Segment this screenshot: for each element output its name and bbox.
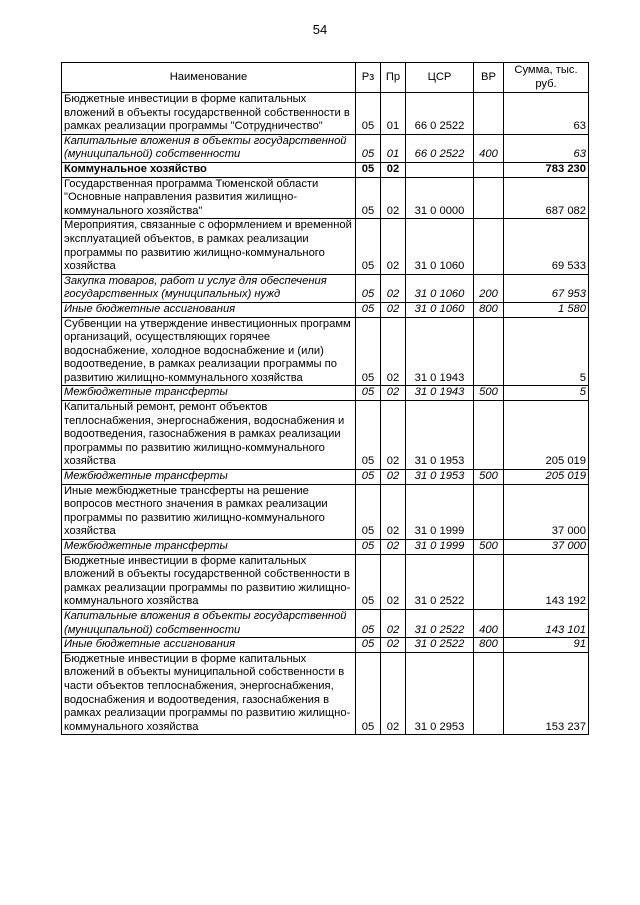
cell-vr: [474, 554, 504, 609]
cell-vr: [474, 162, 504, 177]
cell-name: Иные межбюджетные трансферты на решение вопросов местного значения в рамках реализации программы по развитию жилищно-коммунального хозяйства: [62, 484, 356, 539]
cell-name: Межбюджетные трансферты: [62, 470, 356, 485]
cell-pr: 02: [381, 484, 406, 539]
cell-sum: 1 580: [504, 302, 589, 317]
cell-csr: 31 0 1943: [406, 317, 474, 386]
table-row: [62, 554, 589, 609]
cell-pr: 02: [381, 609, 406, 637]
table-row: [62, 609, 589, 637]
cell-vr: [474, 317, 504, 386]
cell-name: Капитальный ремонт, ремонт объектов теплоснабжения, энергоснабжения, водоснабжения и водоотведения, газоснабжения в рамках реализации программы по развитию жилищно-коммунального хозяйства: [62, 401, 356, 470]
cell-vr: 500: [474, 386, 504, 401]
cell-pr: 02: [381, 219, 406, 274]
cell-csr: 31 0 2522: [406, 554, 474, 609]
cell-pr: 02: [381, 177, 406, 219]
header-name: Наименование: [62, 63, 356, 93]
cell-sum: 153 237: [504, 652, 589, 735]
cell-csr: 31 0 1060: [406, 219, 474, 274]
cell-name: Капитальные вложения в объекты государственной (муниципальной) собственности: [62, 609, 356, 637]
cell-vr: 500: [474, 540, 504, 555]
table-row: [62, 638, 589, 653]
cell-vr: 400: [474, 609, 504, 637]
cell-pr: 02: [381, 386, 406, 401]
cell-sum: 91: [504, 638, 589, 653]
cell-name: Субвенции на утверждение инвестиционных программ организаций, осуществляющих горячее водоснабжение, холодное водоснабжение и (или) водоотведение, в рамках реализации программы по развитию жилищно-коммунального хозяйства: [62, 317, 356, 386]
cell-csr: 31 0 1953: [406, 401, 474, 470]
cell-vr: [474, 219, 504, 274]
cell-pr: 02: [381, 401, 406, 470]
table-row: [62, 302, 589, 317]
table-row: [62, 219, 589, 274]
cell-sum: 37 000: [504, 484, 589, 539]
header-vr: ВР: [474, 63, 504, 93]
cell-vr: [474, 177, 504, 219]
cell-name: Иные бюджетные ассигнования: [62, 302, 356, 317]
cell-pr: 02: [381, 554, 406, 609]
cell-pr: 02: [381, 652, 406, 735]
cell-name: Мероприятия, связанные с оформлением и временной эксплуатацией объектов, в рамках реализации программы по развитию жилищно-коммунального хозяйства: [62, 219, 356, 274]
cell-pr: 01: [381, 93, 406, 135]
cell-vr: [474, 484, 504, 539]
cell-name: Государственная программа Тюменской области "Основные направления развития жилищно-коммунального хозяйства": [62, 177, 356, 219]
cell-pr: 02: [381, 302, 406, 317]
cell-pr: 02: [381, 274, 406, 302]
cell-vr: 400: [474, 134, 504, 162]
cell-rz: 05: [356, 274, 381, 302]
cell-sum: 63: [504, 93, 589, 135]
cell-rz: 05: [356, 554, 381, 609]
header-sum: Сумма, тыс. руб.: [504, 63, 589, 93]
cell-name: Бюджетные инвестиции в форме капитальных вложений в объекты государственной собственности в рамках реализации программы "Сотрудничество": [62, 93, 356, 135]
cell-vr: 200: [474, 274, 504, 302]
cell-rz: 05: [356, 317, 381, 386]
table-row: [62, 134, 589, 162]
table-row: [62, 317, 589, 386]
cell-pr: 02: [381, 162, 406, 177]
cell-rz: 05: [356, 177, 381, 219]
cell-csr: 31 0 1943: [406, 386, 474, 401]
table-row: [62, 401, 589, 470]
table-row: [62, 274, 589, 302]
cell-csr: 31 0 2953: [406, 652, 474, 735]
cell-csr: 31 0 1999: [406, 484, 474, 539]
cell-vr: 800: [474, 302, 504, 317]
cell-csr: 66 0 2522: [406, 93, 474, 135]
cell-rz: 05: [356, 401, 381, 470]
cell-sum: 205 019: [504, 470, 589, 485]
cell-rz: 05: [356, 162, 381, 177]
table-row: [62, 177, 589, 219]
cell-pr: 02: [381, 470, 406, 485]
cell-name: Закупка товаров, работ и услуг для обеспечения государственных (муниципальных) нужд: [62, 274, 356, 302]
cell-name: Коммунальное хозяйство: [62, 162, 356, 177]
cell-rz: 05: [356, 219, 381, 274]
table-row: [62, 93, 589, 135]
cell-sum: 205 019: [504, 401, 589, 470]
table-row: [62, 540, 589, 555]
cell-sum: 783 230: [504, 162, 589, 177]
cell-vr: [474, 652, 504, 735]
cell-csr: 31 0 2522: [406, 638, 474, 653]
cell-pr: 02: [381, 540, 406, 555]
cell-pr: 02: [381, 638, 406, 653]
page-number: 54: [312, 22, 328, 37]
table-row: [62, 386, 589, 401]
cell-rz: 05: [356, 470, 381, 485]
cell-csr: 31 0 1999: [406, 540, 474, 555]
cell-rz: 05: [356, 93, 381, 135]
cell-csr: 66 0 2522: [406, 134, 474, 162]
cell-name: Бюджетные инвестиции в форме капитальных вложений в объекты государственной собственности в рамках реализации программы по развитию жилищно-коммунального хозяйства: [62, 554, 356, 609]
budget-table: [61, 62, 589, 735]
cell-sum: 5: [504, 386, 589, 401]
table-body: [62, 93, 589, 735]
cell-rz: 05: [356, 386, 381, 401]
table-row: [62, 162, 589, 177]
cell-sum: 37 000: [504, 540, 589, 555]
cell-name: Бюджетные инвестиции в форме капитальных вложений в объекты муниципальной собственности в части объектов теплоснабжения, энергоснабжения, водоснабжения и водоотведения, газоснабжения в рамках реализации программы по развитию жилищно-коммунального хозяйства: [62, 652, 356, 735]
cell-rz: 05: [356, 540, 381, 555]
cell-csr: 31 0 2522: [406, 609, 474, 637]
cell-rz: 05: [356, 134, 381, 162]
cell-name: Межбюджетные трансферты: [62, 386, 356, 401]
cell-vr: 800: [474, 638, 504, 653]
cell-rz: 05: [356, 638, 381, 653]
cell-csr: 31 0 1060: [406, 302, 474, 317]
cell-pr: 02: [381, 317, 406, 386]
cell-name: Капитальные вложения в объекты государственной (муниципальной) собственности: [62, 134, 356, 162]
cell-pr: 01: [381, 134, 406, 162]
cell-vr: [474, 93, 504, 135]
cell-csr: [406, 162, 474, 177]
cell-sum: 687 082: [504, 177, 589, 219]
cell-sum: 67 953: [504, 274, 589, 302]
cell-sum: 5: [504, 317, 589, 386]
cell-sum: 143 101: [504, 609, 589, 637]
table-row: [62, 652, 589, 735]
cell-csr: 31 0 0000: [406, 177, 474, 219]
cell-vr: [474, 401, 504, 470]
cell-name: Иные бюджетные ассигнования: [62, 638, 356, 653]
header-csr: ЦСР: [406, 63, 474, 93]
table-row: [62, 484, 589, 539]
cell-sum: 63: [504, 134, 589, 162]
table-row: [62, 470, 589, 485]
cell-rz: 05: [356, 302, 381, 317]
cell-vr: 500: [474, 470, 504, 485]
cell-csr: 31 0 1060: [406, 274, 474, 302]
table-header-row: [62, 63, 589, 93]
header-rz: Рз: [356, 63, 381, 93]
header-pr: Пр: [381, 63, 406, 93]
cell-rz: 05: [356, 652, 381, 735]
cell-name: Межбюджетные трансферты: [62, 540, 356, 555]
cell-rz: 05: [356, 609, 381, 637]
cell-rz: 05: [356, 484, 381, 539]
cell-sum: 143 192: [504, 554, 589, 609]
cell-sum: 69 533: [504, 219, 589, 274]
cell-csr: 31 0 1953: [406, 470, 474, 485]
